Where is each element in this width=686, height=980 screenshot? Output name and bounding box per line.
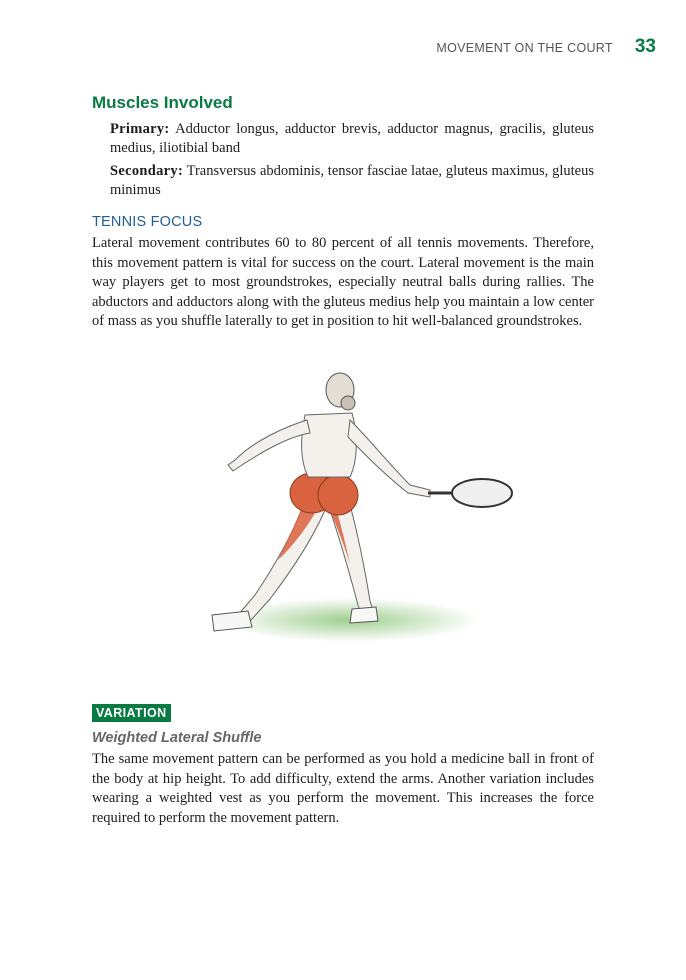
hair-bun: [341, 396, 355, 410]
racket-head: [452, 479, 512, 507]
page-header: [436, 36, 656, 58]
page-number: 33: [634, 36, 656, 57]
left-arm: [228, 420, 310, 471]
tennis-focus-heading: TENNIS FOCUS: [92, 214, 203, 230]
tennis-focus-text: Lateral movement contributes 60 to 80 percent of all tennis movements. Therefore, this movement pattern is vital for success on the court. Lateral movement is the main way players get to most groundstrokes, especially neutral balls during rallies. The abductors and adductors along with the gluteus medius help you maintain a low center of mass as you shuffle laterally to get in position to hit well-balanced groundstrokes.: [92, 235, 594, 329]
exercise-illustration: [200, 365, 520, 655]
primary-label: Primary:: [110, 121, 170, 137]
secondary-muscles: [110, 162, 594, 200]
secondary-label: Secondary:: [110, 163, 184, 179]
gluteus-right: [318, 475, 358, 515]
torso: [302, 413, 357, 477]
primary-muscles: [110, 120, 594, 158]
right-shoe: [350, 607, 378, 623]
main-content: [92, 93, 594, 332]
tennis-player-illustration: [200, 365, 520, 655]
running-head: MOVEMENT ON THE COURT: [436, 41, 613, 55]
variation-title: Weighted Lateral Shuffle: [92, 730, 262, 746]
variation-tag: VARIATION: [92, 704, 171, 722]
left-shoe: [212, 611, 252, 631]
secondary-text: Transversus abdominis, tensor fasciae latae, gluteus maximus, gluteus minimus: [110, 163, 594, 198]
muscles-heading: Muscles Involved: [92, 93, 233, 112]
right-arm: [348, 420, 430, 497]
variation-text: The same movement pattern can be performed as you hold a medicine ball in front of the body at hip height. To add difficulty, extend the arms. Another variation includes wearing a weighted vest as you perform the movement. This increases the force required to perform the movement pattern.: [92, 751, 594, 826]
variation-section: [92, 704, 594, 828]
primary-text: Adductor longus, adductor brevis, adductor magnus, gracilis, gluteus medius, iliotibial band: [110, 121, 594, 156]
